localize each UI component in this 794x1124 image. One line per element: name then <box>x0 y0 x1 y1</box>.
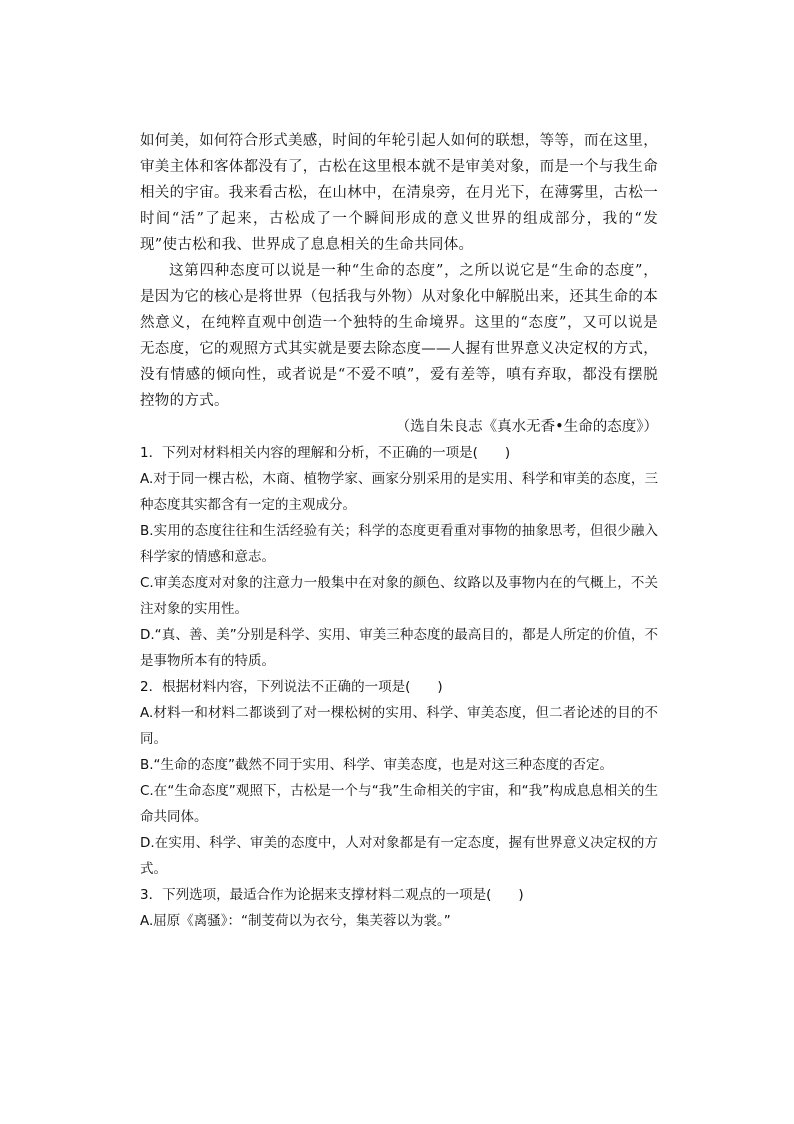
passage-paragraph-1: 如何美，如何符合形式美感，时间的年轮引起人如何的联想，等等，而在这里，审美主体和客体都没有了，古松在这里根本就不是审美对象，而是一个与我生命相关的宇宙。我来看古松，在山林中，在清泉旁，在月光下，在薄雾里，古松一时间“活”了起来，古松成了一个瞬间形成的意义世界的组成部分，我的“发现”使古松和我、世界成了息息相关的生命共同体。 <box>140 133 658 253</box>
question-1-stem: 1．下列对材料相关内容的理解和分析，不正确的一项是( ) <box>140 445 511 461</box>
question-1-option-c: C.审美态度对对象的注意力一般集中在对象的颜色、纹路以及事物内在的气概上，不关注对象的实用性。 <box>140 575 658 617</box>
question-2-option-d: D.在实用、科学、审美的态度中，人对对象都是有一定态度，握有世界意义决定权的方式。 <box>140 835 658 877</box>
passage-paragraph-2: 这第四种态度可以说是一种“生命的态度”，之所以说它是“生命的态度”，是因为它的核心是将世界（包括我与外物）从对象化中解脱出来，还其生命的本然意义，在纯粹直观中创造一个独特的生命境界。这里的“态度”，又可以说是无态度，它的观照方式其实就是要去除态度——人握有世界意义决定权的方式，没有情感的倾向性，或者说是“不爱不嗔”，爱有差等，嗔有弃取，都没有摆脱控物的方式。 <box>140 263 658 409</box>
question-1-option-d: D.“真、善、美”分别是科学、实用、审美三种态度的最高目的，都是人所定的价值，不是事物所本有的特质。 <box>140 627 658 669</box>
question-3-option-a: A.屈原《离骚》：“制芰荷以为衣兮，集芙蓉以为裳。” <box>140 913 451 929</box>
question-2-stem: 2．根据材料内容，下列说法不正确的一项是( ) <box>140 679 443 695</box>
question-2-option-b: B.“生命的态度”截然不同于实用、科学、审美态度，也是对这三种态度的否定。 <box>140 757 614 773</box>
question-2-option-a: A.材料一和材料二都谈到了对一棵松树的实用、科学、审美态度，但二者论述的目的不同。 <box>140 705 658 747</box>
question-3-stem: 3．下列选项，最适合作为论据来支撑材料二观点的一项是( ) <box>140 887 524 903</box>
question-1 <box>140 440 658 674</box>
passage-source: （选自朱良志《真水无香•生命的态度》） <box>395 419 658 435</box>
question-3 <box>140 882 658 934</box>
question-2-option-c: C.在“生命态度”观照下，古松是一个与“我”生命相关的宇宙，和“我”构成息息相关的生命共同体。 <box>140 783 658 825</box>
question-1-option-a: A.对于同一棵古松，木商、植物学家、画家分别采用的是实用、科学和审美的态度，三种态度其实都含有一定的主观成分。 <box>140 471 658 513</box>
document-page <box>140 128 658 934</box>
question-1-option-b: B.实用的态度往往和生活经验有关；科学的态度更看重对事物的抽象思考，但很少融入科学家的情感和意志。 <box>140 523 658 565</box>
question-2 <box>140 674 658 882</box>
